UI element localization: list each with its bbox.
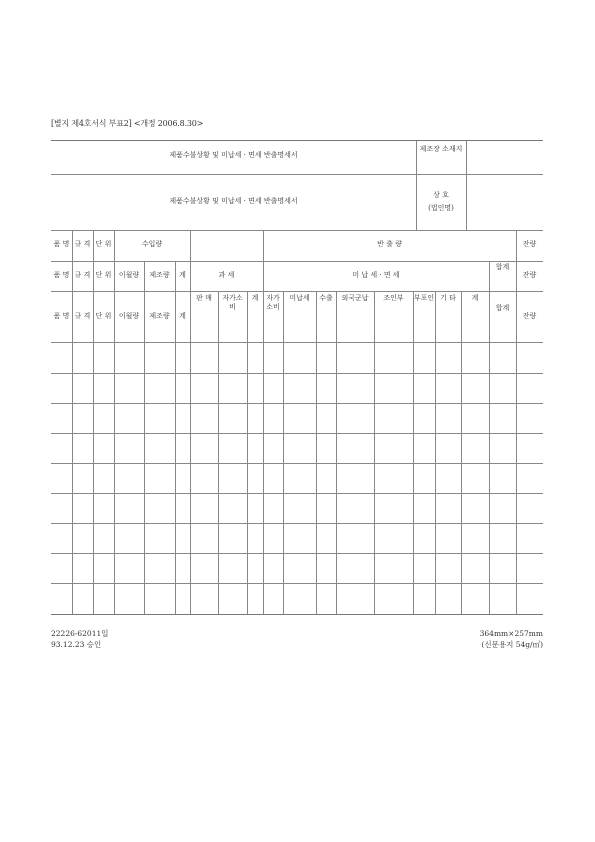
rule-data-7 <box>51 553 543 554</box>
col-produced: 제조량 <box>149 312 170 320</box>
corporation-name-label: (법인명) <box>428 204 454 212</box>
col-rule <box>461 291 462 614</box>
col-rule <box>72 230 73 614</box>
form-table <box>51 140 543 615</box>
rule-title-side <box>416 141 417 230</box>
col-produced: 제조량 <box>149 271 170 279</box>
rule-row-4 <box>51 291 543 292</box>
paper-size: 364mm×257mm <box>479 629 543 638</box>
col-bonded: 조인부 <box>383 294 404 302</box>
col-remaining: 잔량 <box>522 312 537 320</box>
col-total: 계 <box>179 271 186 279</box>
col-self-use: 자가소비 <box>222 294 243 312</box>
col-rule <box>336 291 337 614</box>
col-rule <box>374 291 375 614</box>
col-rule <box>247 291 248 614</box>
col-rule <box>218 291 219 614</box>
col-exempt: 미 납 세 · 면 세 <box>352 271 400 279</box>
col-rule <box>489 261 490 614</box>
rule-data-6 <box>51 523 543 524</box>
rule-header <box>51 342 543 343</box>
col-rule <box>316 291 317 614</box>
rule-title-side-2 <box>466 141 467 230</box>
rule-title-1 <box>51 174 543 175</box>
col-subtotal: 계 <box>251 294 259 302</box>
col-spec: 규 격 <box>74 271 91 279</box>
rule-data-2 <box>51 403 543 404</box>
form-title-secondary: 제품수불상황 및 미납세 · 면세 반출명세서 <box>169 197 298 205</box>
rule-title-2 <box>51 230 543 231</box>
col-type: 품 명 <box>53 271 70 279</box>
paper-type: (신문용지 54g/㎡) <box>481 639 543 649</box>
col-remaining: 잔량 <box>522 240 537 248</box>
form-code: 22226-62011일 <box>51 629 109 638</box>
col-type: 품 명 <box>53 312 70 320</box>
col-untaxed: 미납세 <box>289 294 310 302</box>
col-rule <box>413 291 414 614</box>
col-rule <box>190 230 191 614</box>
col-defective: 부포인 <box>413 294 435 302</box>
col-sale: 판 매 <box>196 294 212 302</box>
col-spec: 규 격 <box>74 240 91 248</box>
col-other: 기 타 <box>440 294 456 302</box>
col-total: 계 <box>179 312 186 320</box>
col-unit: 단 위 <box>95 312 112 320</box>
col-unit: 단 위 <box>95 240 112 248</box>
col-subtotal-exempt: 계 <box>471 294 479 302</box>
approval-date: 93.12.23 승인 <box>51 639 102 649</box>
col-rule <box>93 230 94 614</box>
rule-data-4 <box>51 463 543 464</box>
col-spec: 규 격 <box>74 312 91 320</box>
factory-location-label: 제조장 소재지 <box>419 145 463 153</box>
col-taxable: 과 세 <box>218 271 235 279</box>
col-grand-total: 합계 <box>495 263 510 271</box>
col-self-use-exempt: 자가소비 <box>266 294 280 312</box>
rule-row-3 <box>51 261 543 262</box>
form-reference: [별지 제4호서식 부표2] <개정 2006.8.30> <box>51 119 204 128</box>
col-carryover: 이월량 <box>118 271 140 279</box>
col-carryover: 이월량 <box>118 312 140 320</box>
col-outbound: 반 출 량 <box>377 240 402 248</box>
col-rule <box>263 230 264 614</box>
footer-right <box>480 629 543 651</box>
company-name-label: 상 호 <box>433 191 449 199</box>
rule-data-1 <box>51 373 543 374</box>
col-rule <box>283 291 284 614</box>
col-inbound: 수입량 <box>141 240 163 248</box>
rule-data-8 <box>51 583 543 584</box>
col-grand-total: 합계 <box>495 304 510 312</box>
col-rule <box>435 291 436 614</box>
col-export: 수출 <box>319 294 333 302</box>
col-remaining: 잔량 <box>522 271 537 279</box>
footer-left <box>51 629 109 651</box>
col-rule <box>516 230 517 614</box>
col-foreign-army: 외국군납 <box>341 294 369 302</box>
form-title: 제품수불상황 및 미납세 · 면세 반출명세서 <box>169 151 298 159</box>
rule-data-5 <box>51 493 543 494</box>
col-unit: 단 위 <box>95 271 112 279</box>
col-rule <box>114 230 115 614</box>
col-type: 품 명 <box>53 240 70 248</box>
rule-data-3 <box>51 433 543 434</box>
